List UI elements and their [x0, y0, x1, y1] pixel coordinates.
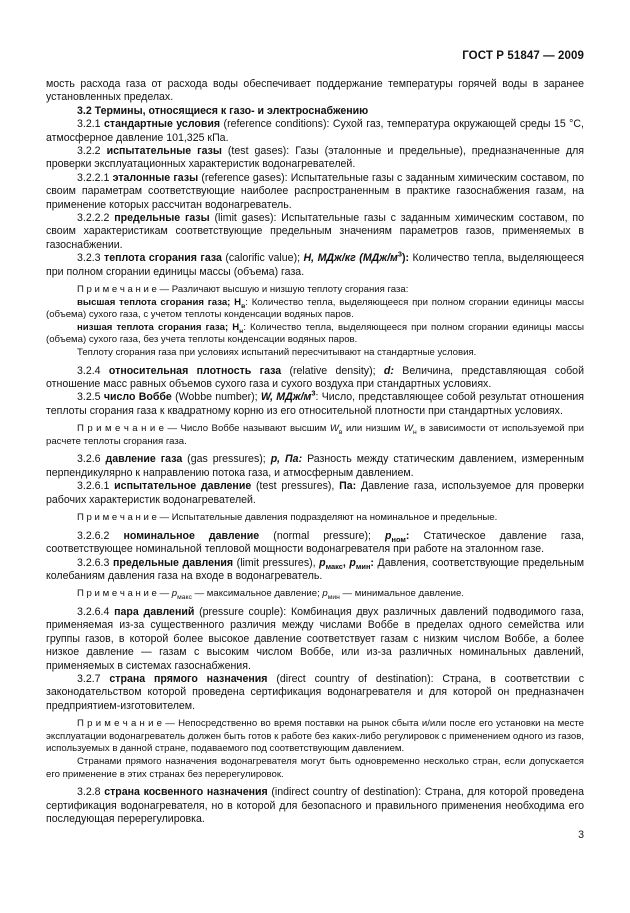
term-3-2-6-2: 3.2.6.2 номинальное давление (normal pressure); $p_{ном}$: Статическое давление газа, соответствующее номинальной тепловой мощности водонагревателя при работе на эталонном газе. [46, 529, 585, 556]
term-3-2-7: 3.2.7 страна прямого назначения (direct country of destination): Страна, в соответствии с законодательством которой проведена сертификация водонагревателя и для которой он предназначен предприятием-изготовителем. [46, 672, 584, 712]
term-3-2-2-1: 3.2.2.1 эталонные газы (reference gases): Испытательные газы с заданным химическим составом, по своим параметрам соответствующие наиболее распространенным в практике газоснабжения газам, на применение которых рассчитан водонагреватель. [46, 171, 585, 211]
section-heading-3-2: 3.2 Термины, относящиеся к газо- и электроснабжению [77, 104, 369, 117]
note-1-lower: низшая теплота сгорания газа; $H_н$: Количество тепла, выделяющееся при полном сгорании единицы массы (объема) сухого газа, без учета теплоты конденсации водяных паров. [46, 321, 585, 346]
term-3-2-1: 3.2.1 стандартные условия (reference conditions): Сухой газ, температура окружающей среды 15 °С, атмосферное давление 101,325 кПа. [46, 118, 584, 144]
note-5: П р и м е ч а н и е — Непосредственно во время поставки на рынок сбыта и/или после его установки на месте эксплуатации водонагреватель должен быть готов к работе без каких-либо регулировок с применением одного из газов, используемых в данной стране, подаваемого под соответствующим давлением. [46, 718, 584, 755]
standard-designation: ГОСТ Р 51847 — 2009 [462, 50, 584, 62]
note-1-tail: Теплоту сгорания газа при условиях испытаний пересчитывают на стандартные условия. [77, 347, 477, 359]
term-3-2-6-1: 3.2.6.1 испытательное давление (test pressures), Па: Давление газа, используемое для проверки рабочих характеристик водонагревателей. [46, 480, 584, 506]
term-3-2-6: 3.2.6 давление газа (gas pressures); p, Па: Разность между статическим давлением, измеренным перпендикулярно к направлению потока газа, и атмосферным давлением. [46, 453, 585, 479]
term-3-2-6-3: 3.2.6.3 предельные давления (limit pressures), $p_{макс}$, $p_{мин}$: Давления, соответствующие предельным колебаниям давления газа на входе в водонагреватель. [46, 556, 585, 582]
note-5-tail: Странами прямого назначения водонагревателя могут быть одновременно несколько стран, если допускается его применение в этих странах без перерегулировок. [46, 755, 584, 780]
term-3-2-3: 3.2.3 теплота сгорания газа (calorific value); H, МДж/кг $(МДж/м^3)$: Количество тепла, выделяющееся при полном сгорании единицы массы (объема) газа. [46, 249, 584, 278]
term-3-2-2-2: 3.2.2.2 предельные газы (limit gases): Испытательные газы с заданным химическим составом, по своим характеристикам соответствующие предельным значениям параметров газов, применяемых в газоснабжении. [46, 212, 585, 251]
term-3-2-2: 3.2.2 испытательные газы (test gases): Газы (эталонные и предельные), предназначенные для проверки эксплуатационных характеристик водонагревателей. [46, 145, 584, 171]
note-4: П р и м е ч а н и е — $p_{макс}$ — максимальное давление; $p_{мин}$ — минимальное давление. [77, 588, 464, 602]
note-2: П р и м е ч а н и е — Число Воббе называют высшим $W_в$ или низшим $W_н$ в зависимости от используемой при расчете теплоты сгорания газа. [46, 423, 584, 447]
term-3-2-6-4: 3.2.6.4 пара давлений (pressure couple): Комбинация двух различных давлений подводимого газа, применяемая из-за существенного различия между числами Воббе в пределах одного семейства или группы газов, в которой более высокое давление соответствует газам с низким числом Воббе, а более низкое давление — газам с высоким числом Воббе, или из-за различных номинальных давлений, применяемых в системах газоснабжения. [46, 605, 584, 672]
note-3: П р и м е ч а н и е — Испытательные давления подразделяют на номинальное и предельные. [77, 512, 498, 524]
term-3-2-8: 3.2.8 страна косвенного назначения (indirect country of destination): Страна, для которой проведена сертификация водонагревателя, но в которой для безопасного и правильного применения необходима его последующая перерегулировка. [46, 786, 584, 825]
term-3-2-4: 3.2.4 относительная плотность газа (relative density); d: Величина, представляющая собой отношение масс равных объемов сухого газа и сухого воздуха при стандартных условиях. [46, 364, 584, 391]
page-number: 3 [578, 829, 584, 841]
note-1-higher: высшая теплота сгорания газа; $H_в$: Количество тепла, выделяющееся при полном сгорании единицы массы (объема) сухого газа, с учетом теплоты конденсации водяных паров. [46, 296, 584, 321]
note-1: П р и м е ч а н и е — Различают высшую и низшую теплоту сгорания газа: [77, 284, 409, 296]
continuation-paragraph: мость расхода газа от расхода воды обеспечивает поддержание температуры горячей воды в заранее установленных пределах. [46, 78, 584, 104]
term-3-2-5: 3.2.5 число Воббе (Wobbe number); W, МДж/$м^3$: Число, представляющее собой результат отношения теплоты сгорания газа к квадратному корню из его относительной плотности при стандартных условиях. [46, 388, 584, 417]
page-body [46, 78, 584, 826]
